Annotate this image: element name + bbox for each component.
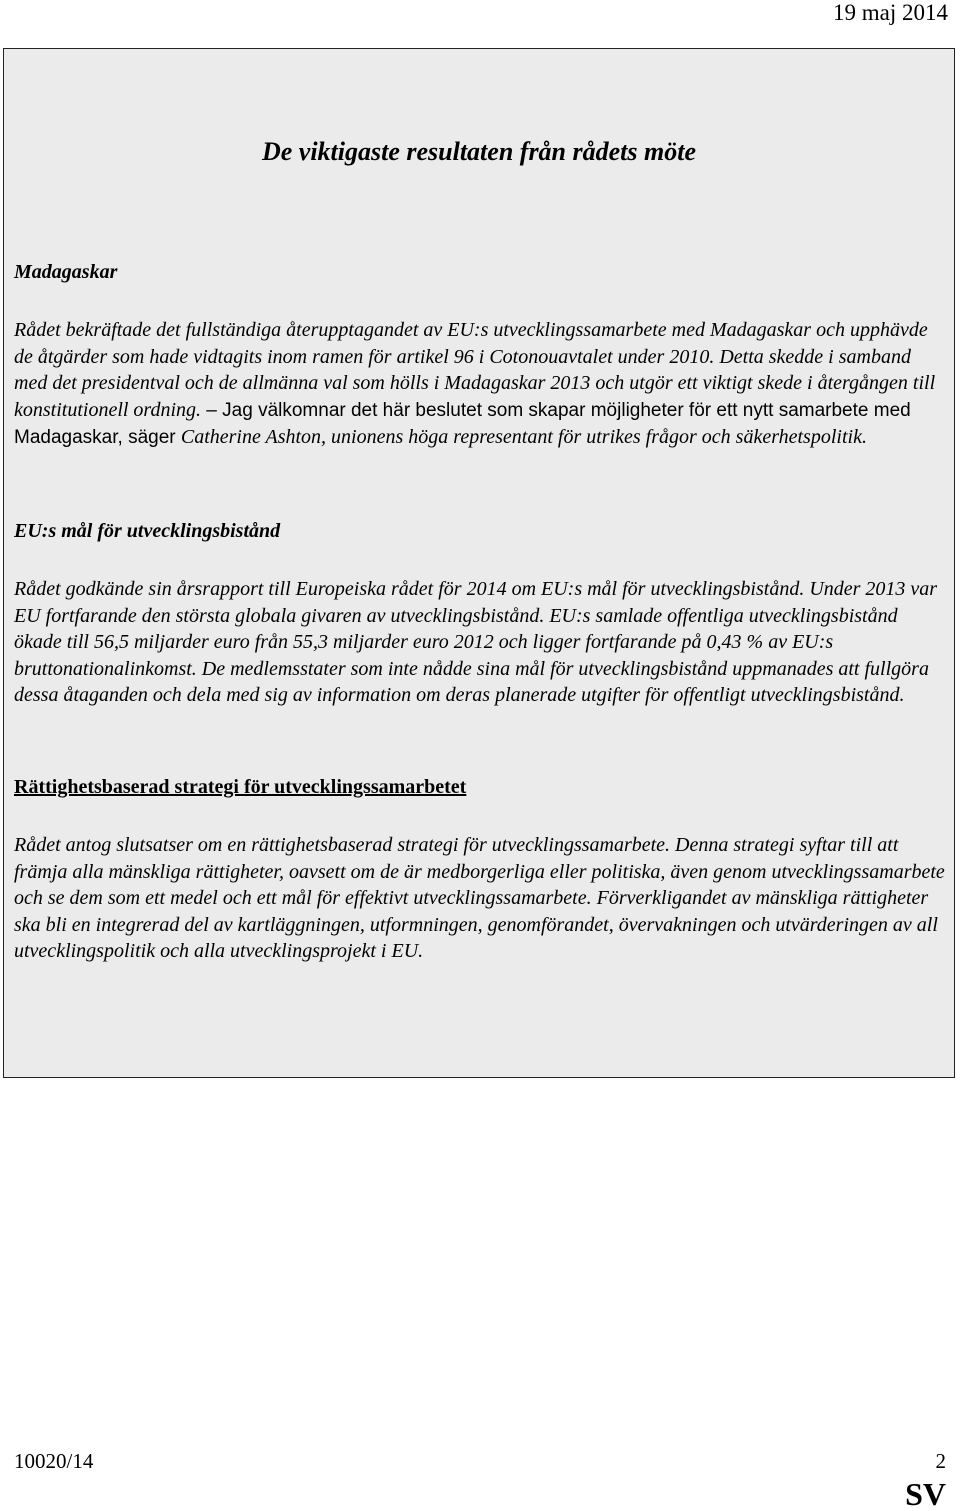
document-date: 19 maj 2014	[833, 0, 948, 25]
section-heading-rights-based-approach: Rättighetsbaserad strategi för utvecklingssamarbetet	[14, 776, 467, 798]
section-paragraph-development-aid-targets: Rådet godkände sin årsrapport till Europeiska rådet för 2014 om EU:s mål för utvecklingsbistånd. Under 2013 var EU fortfarande den största globala givaren av utvecklingsbistånd. EU:s samlade offentliga utvecklingsbistånd ökade till 56,5 miljarder euro från 55,3 miljarder euro 2012 och ligger fortfarande på 0,43 % av EU:s bruttonationalinkomst. De medlemsstater som inte nådde sina mål för utvecklingsbistånd uppmanades att fullgöra dessa åtaganden och dela med sig av information om deras planerade utgifter för offentligt utvecklingsbistånd.	[14, 578, 938, 707]
section-paragraph-rights-based-approach: Rådet antog slutsatser om en rättighetsbaserad strategi för utvecklingssamarbete. Denna strategi syftar till att främja alla mänskliga rättigheter, oavsett om de är medborgerliga eller politiska, även genom utvecklingssamarbete och se dem som ett medel och ett mål för effektivt utvecklingssamarbete. Förverkligandet av mänskliga rättigheter ska bli en integrerad del av kartläggningen, utformningen, genomförandet, övervakningen och utvärderingen av all utvecklingspolitik och alla utvecklingsprojekt i EU.	[14, 834, 945, 963]
madagaskar-quote: – Jag välkomnar det här beslutet som skapar möjligheter för ett nytt samarbete med Madagaskar, säger	[14, 399, 911, 449]
section-paragraph-madagaskar	[14, 317, 949, 452]
section-heading-madagaskar: Madagaskar	[14, 261, 118, 283]
madagaskar-text-italic: Rådet bekräftade det fullständiga återupptagandet av EU:s utvecklingssamarbete med Madagaskar och upphävde de åtgärder som hade vidtagits inom ramen för artikel 96 i Cotonouavtalet under 2010. Detta skedde i samband med det presidentval och de allmänna val som hölls i Madagaskar 2013 och utgör ett viktigt skede i återgången till konstitutionell ordning.	[14, 319, 936, 421]
language-code: SV	[905, 1476, 946, 1511]
madagaskar-text-italic-end: Catherine Ashton, unionens höga representant för utrikes frågor och säkerhetspolitik.	[180, 426, 867, 449]
page-number: 2	[935, 1449, 946, 1473]
section-heading-development-aid-targets: EU:s mål för utvecklingsbistånd	[14, 520, 281, 542]
box-title: De viktigaste resultaten från rådets möte	[261, 137, 697, 166]
document-number: 10020/14	[14, 1449, 94, 1473]
results-box	[3, 48, 955, 1078]
